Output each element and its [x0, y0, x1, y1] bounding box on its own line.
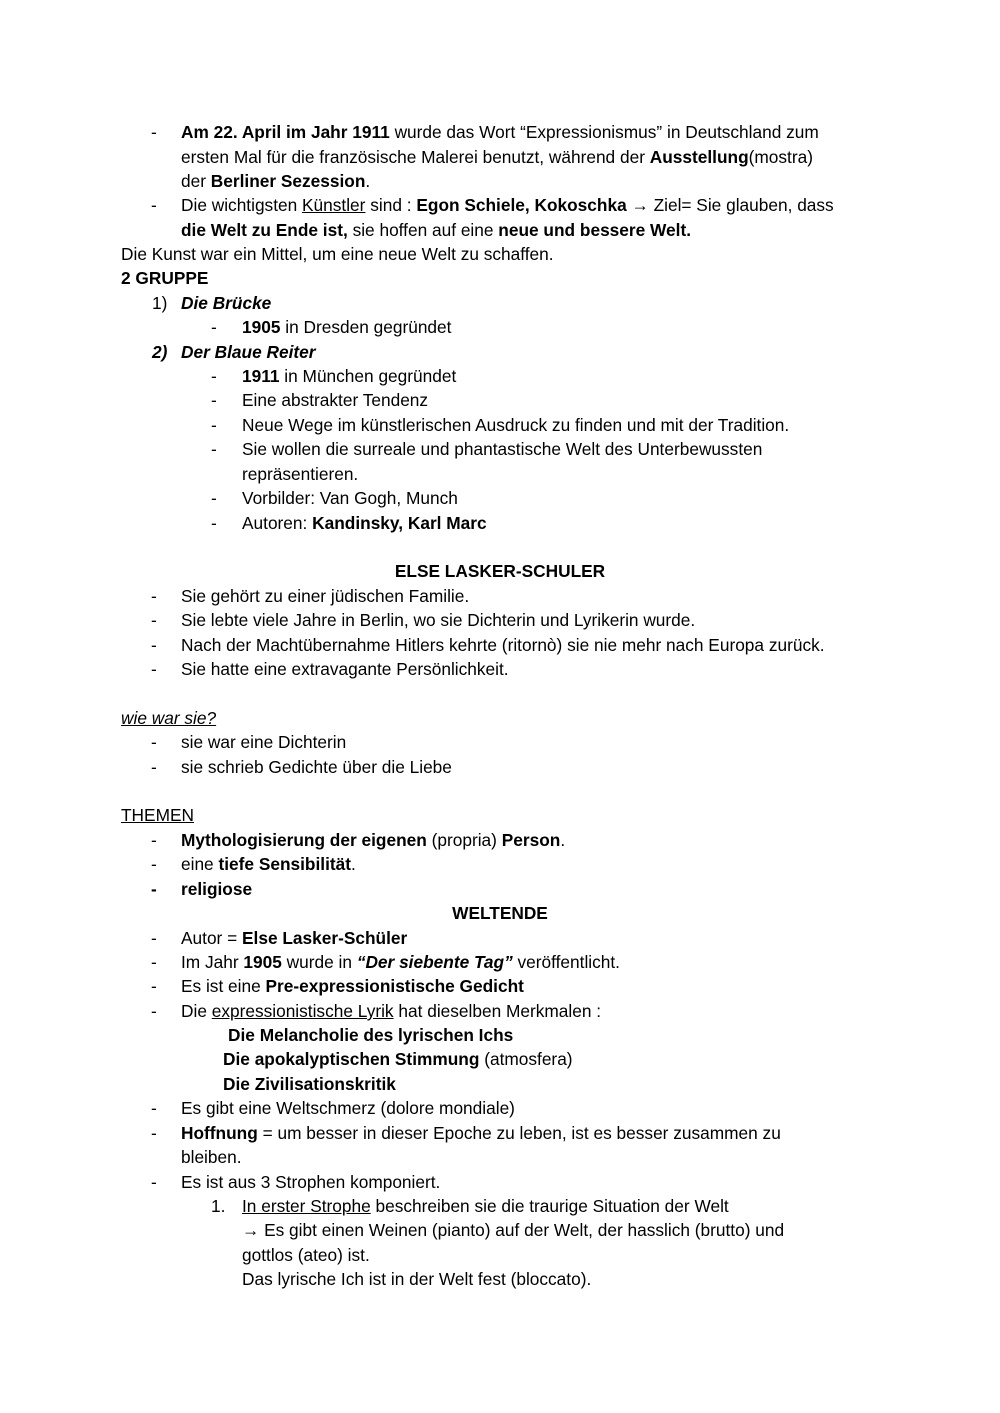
strophe-1-line-2: → Es gibt einen Weinen (pianto) auf der Welt, der hasslich (brutto) und	[242, 1220, 785, 1240]
text: veröffentlicht.	[512, 952, 620, 972]
emphasis: Berliner Sezession	[210, 171, 366, 191]
title-emphasis: “Der siebente Tag”	[356, 952, 513, 972]
strophe-1-line-4: Das lyrische Ich ist in der Welt fest (bloccato).	[242, 1269, 592, 1289]
text: .	[560, 830, 566, 850]
else-item-3: Nach der Machtübernahme Hitlers kehrte (ritornò) sie nie mehr nach Europa zurück.	[181, 635, 825, 655]
weltende-item-1	[181, 930, 407, 947]
bruecke-item-1	[242, 319, 451, 336]
text: Die	[181, 1001, 212, 1021]
wie-item-1: sie war eine Dichterin	[181, 732, 347, 752]
intro-bullet-2-line-1	[181, 197, 834, 214]
bullet-dash: -	[151, 952, 157, 972]
list-number: 1.	[211, 1196, 226, 1216]
weltende-item-3	[181, 978, 524, 995]
text: Im Jahr	[181, 952, 244, 972]
bullet-dash: -	[151, 586, 157, 606]
text: wurde das Wort “Expressionismus” in Deutschland zum	[389, 122, 819, 142]
text: sind :	[365, 195, 417, 215]
bullet-dash: -	[151, 976, 157, 996]
reiter-item-2: Eine abstrakter Tendenz	[242, 390, 429, 410]
bullet-dash: -	[151, 659, 157, 679]
bullet-dash: -	[211, 488, 217, 508]
emphasis: Die apokalyptischen Stimmung	[223, 1049, 480, 1069]
underlined-text: expressionistische Lyrik	[211, 1001, 394, 1021]
bullet-dash: -	[211, 415, 217, 435]
text: (atmosfera)	[479, 1049, 573, 1069]
text: (mostra)	[748, 147, 813, 167]
text: .	[351, 854, 356, 874]
bullet-dash: -	[151, 610, 157, 630]
bullet-dash: -	[151, 830, 157, 850]
intro-bullet-1-line-3	[181, 173, 370, 190]
emphasis: Kandinsky, Karl Marc	[312, 513, 487, 533]
wie-item-2: sie schrieb Gedichte über die Liebe	[181, 757, 452, 777]
text: in Dresden gegründet	[280, 317, 452, 337]
reiter-item-3: Neue Wege im künstlerischen Ausdruck zu finden und mit der Tradition.	[242, 415, 790, 435]
emphasis: Person	[501, 830, 561, 850]
bullet-dash: -	[151, 1098, 157, 1118]
text: ersten Mal für die französische Malerei benutzt, während der	[181, 147, 650, 167]
list-number: 2)	[152, 342, 168, 362]
text: (propria)	[426, 830, 502, 850]
strophe-1-line-1	[242, 1198, 729, 1215]
merkmal-2	[223, 1051, 573, 1068]
bullet-dash: -	[211, 390, 217, 410]
else-heading: ELSE LASKER-SCHULER	[394, 561, 606, 581]
weltende-item-6-line-2: bleiben.	[181, 1147, 242, 1167]
intro-bullet-1-line-1	[181, 124, 819, 141]
intro-bullet-2-line-2	[181, 222, 691, 239]
text: .	[365, 171, 371, 191]
text: Es ist eine	[181, 976, 266, 996]
reiter-item-4-line-1: Sie wollen die surreale und phantastische Welt des Unterbewussten	[242, 439, 763, 459]
kunst-sentence: Die Kunst war ein Mittel, um eine neue Welt zu schaffen.	[121, 244, 554, 264]
themen-item-3: religiose	[181, 879, 253, 899]
reiter-item-6	[242, 515, 487, 532]
weltende-item-2	[181, 954, 620, 971]
bullet-dash: -	[151, 757, 157, 777]
text: Die wichtigsten	[181, 195, 303, 215]
underlined-text: In erster Strophe	[242, 1196, 371, 1216]
emphasis: die Welt zu Ende ist,	[181, 220, 348, 240]
bullet-dash: -	[151, 195, 157, 215]
underlined-text: Künstler	[302, 195, 366, 215]
bullet-dash: -	[211, 439, 217, 459]
bullet-dash: -	[211, 366, 217, 386]
group-die-bruecke: Die Brücke	[181, 293, 272, 313]
weltende-item-6-line-1	[181, 1125, 781, 1142]
strophe-1-line-3: gottlos (ateo) ist.	[242, 1245, 370, 1265]
reiter-item-1	[242, 368, 456, 385]
weltende-item-5: Es gibt eine Weltschmerz (dolore mondiale)	[181, 1098, 515, 1118]
text: hat dieselben Merkmalen :	[393, 1001, 602, 1021]
gruppe-heading: 2 GRUPPE	[121, 268, 209, 288]
text: wurde in	[281, 952, 357, 972]
themen-item-2	[181, 856, 356, 873]
intro-bullet-1-line-2	[181, 149, 813, 166]
else-item-1: Sie gehört zu einer jüdischen Familie.	[181, 586, 470, 606]
text: = um besser in dieser Epoche zu leben, ist es besser zusammen zu	[257, 1123, 781, 1143]
themen-heading: THEMEN	[121, 805, 194, 825]
emphasis: Ausstellung	[649, 147, 749, 167]
bullet-dash: -	[211, 317, 217, 337]
text: der	[181, 171, 211, 191]
emphasis: Egon Schiele, Kokoschka	[416, 195, 627, 215]
text: Autor =	[181, 928, 242, 948]
emphasis: 1911	[242, 366, 280, 386]
date-emphasis: Am 22. April im Jahr 1911	[181, 122, 390, 142]
emphasis: 1905	[243, 952, 282, 972]
text: Autoren:	[242, 513, 313, 533]
emphasis: Hoffnung	[181, 1123, 258, 1143]
weltende-item-4	[181, 1003, 601, 1020]
emphasis: Else Lasker-Schüler	[242, 928, 408, 948]
text: in München gegründet	[279, 366, 457, 386]
emphasis: tiefe Sensibilität	[218, 854, 352, 874]
bullet-dash: -	[211, 513, 217, 533]
bullet-dash: -	[151, 635, 157, 655]
text: → Ziel= Sie glauben, dass	[626, 195, 834, 215]
merkmal-3: Die Zivilisationskritik	[223, 1074, 396, 1094]
else-item-4: Sie hatte eine extravagante Persönlichkeit.	[181, 659, 509, 679]
merkmal-1: Die Melancholie des lyrischen Ichs	[228, 1025, 514, 1045]
text: eine	[181, 854, 219, 874]
bullet-dash: -	[151, 122, 157, 142]
emphasis: Mythologisierung der eigenen	[181, 830, 427, 850]
bullet-dash: -	[151, 854, 157, 874]
emphasis: Pre-expressionistische Gedicht	[265, 976, 524, 996]
bullet-dash: -	[151, 732, 157, 752]
weltende-item-7: Es ist aus 3 Strophen komponiert.	[181, 1172, 441, 1192]
text: sie hoffen auf eine	[347, 220, 499, 240]
emphasis: 1905	[242, 317, 281, 337]
themen-item-1	[181, 832, 565, 849]
weltende-heading: WELTENDE	[452, 903, 548, 923]
bullet-dash: -	[151, 1123, 157, 1143]
bullet-dash: -	[151, 1001, 157, 1021]
bullet-dash: -	[151, 879, 157, 899]
group-blaue-reiter: Der Blaue Reiter	[181, 342, 316, 362]
wie-war-sie-heading: wie war sie?	[121, 708, 217, 728]
bullet-dash: -	[151, 1172, 157, 1192]
list-number: 1)	[152, 293, 168, 313]
bullet-dash: -	[151, 928, 157, 948]
emphasis: neue und bessere Welt.	[498, 220, 692, 240]
reiter-item-5: Vorbilder: Van Gogh, Munch	[242, 488, 458, 508]
else-item-2: Sie lebte viele Jahre in Berlin, wo sie Dichterin und Lyrikerin wurde.	[181, 610, 696, 630]
text: beschreiben sie die traurige Situation der Welt	[370, 1196, 729, 1216]
reiter-item-4-line-2: repräsentieren.	[242, 464, 359, 484]
